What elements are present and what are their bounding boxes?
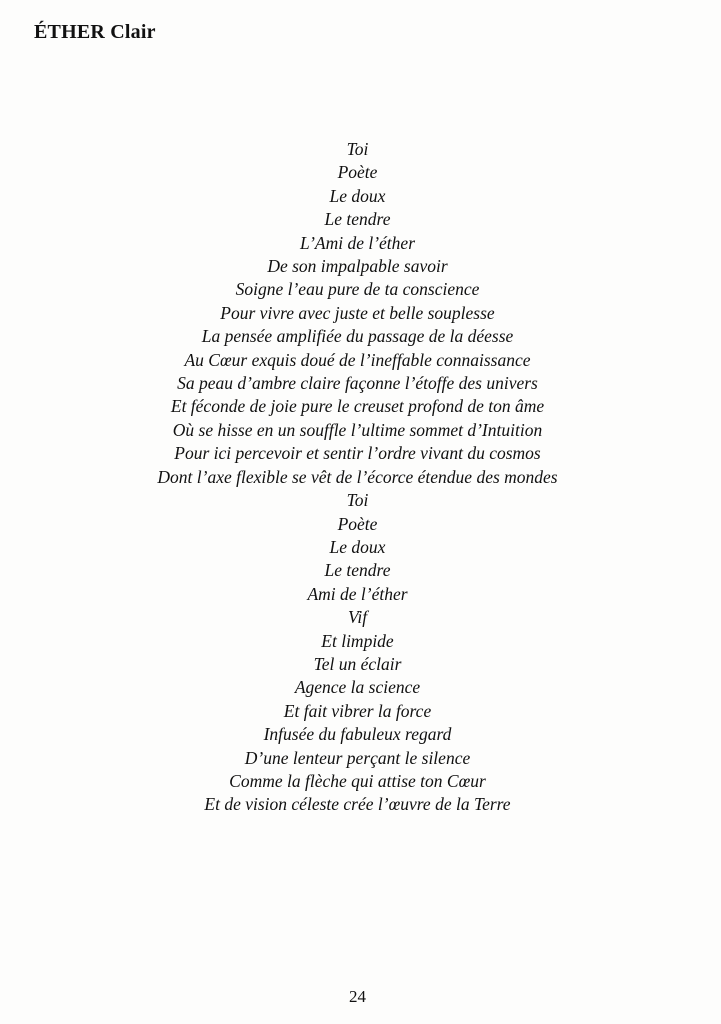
poem-line: Et de vision céleste crée l’œuvre de la Terre: [204, 794, 511, 815]
poem-line: Toi: [346, 139, 369, 159]
poem-line: Poète: [337, 162, 378, 183]
poem-line: Le tendre: [324, 209, 391, 230]
poem-line: Dont l’axe flexible se vêt de l’écorce étendue des mondes: [157, 466, 558, 487]
poem-line: L’Ami de l’éther: [299, 232, 415, 253]
poem-line: Le doux: [329, 536, 386, 557]
poem-line: Agence la science: [294, 677, 421, 698]
poem-line: Et féconde de joie pure le creuset profond de ton âme: [170, 396, 545, 417]
poem-line: Ami de l’éther: [307, 583, 408, 604]
poem-line: De son impalpable savoir: [267, 256, 448, 277]
poem-line: Tel un éclair: [313, 653, 402, 674]
poem-line: Vif: [347, 607, 368, 628]
poem-line: D’une lenteur perçant le silence: [244, 747, 471, 768]
poem-line: Soigne l’eau pure de ta conscience: [235, 279, 480, 300]
poem-line: Le doux: [329, 185, 386, 206]
poem-line: Poète: [337, 513, 378, 534]
poem-line: Le tendre: [324, 560, 391, 581]
poem-line: Infusée du fabuleux regard: [263, 724, 452, 745]
poem-line: Où se hisse en un souffle l’ultime sommet d’Intuition: [172, 419, 543, 440]
poem-line: Pour vivre avec juste et belle souplesse: [220, 302, 495, 323]
poem-line: Et fait vibrer la force: [283, 700, 432, 721]
page-number: 24: [349, 987, 366, 1006]
poem-line: La pensée amplifiée du passage de la déesse: [201, 326, 514, 347]
poem-line: Et limpide: [321, 630, 394, 651]
poem-line: Toi: [346, 490, 369, 511]
poem-body: [0, 138, 721, 817]
poem-line: Sa peau d’ambre claire façonne l’étoffe des univers: [177, 373, 538, 394]
poem-line: Comme la flèche qui attise ton Cœur: [229, 770, 486, 791]
poem-title: ÉTHER Clair: [34, 21, 156, 43]
poem-line: Au Cœur exquis doué de l’ineffable connaissance: [184, 349, 531, 370]
poem-line: Pour ici percevoir et sentir l’ordre vivant du cosmos: [174, 443, 541, 464]
